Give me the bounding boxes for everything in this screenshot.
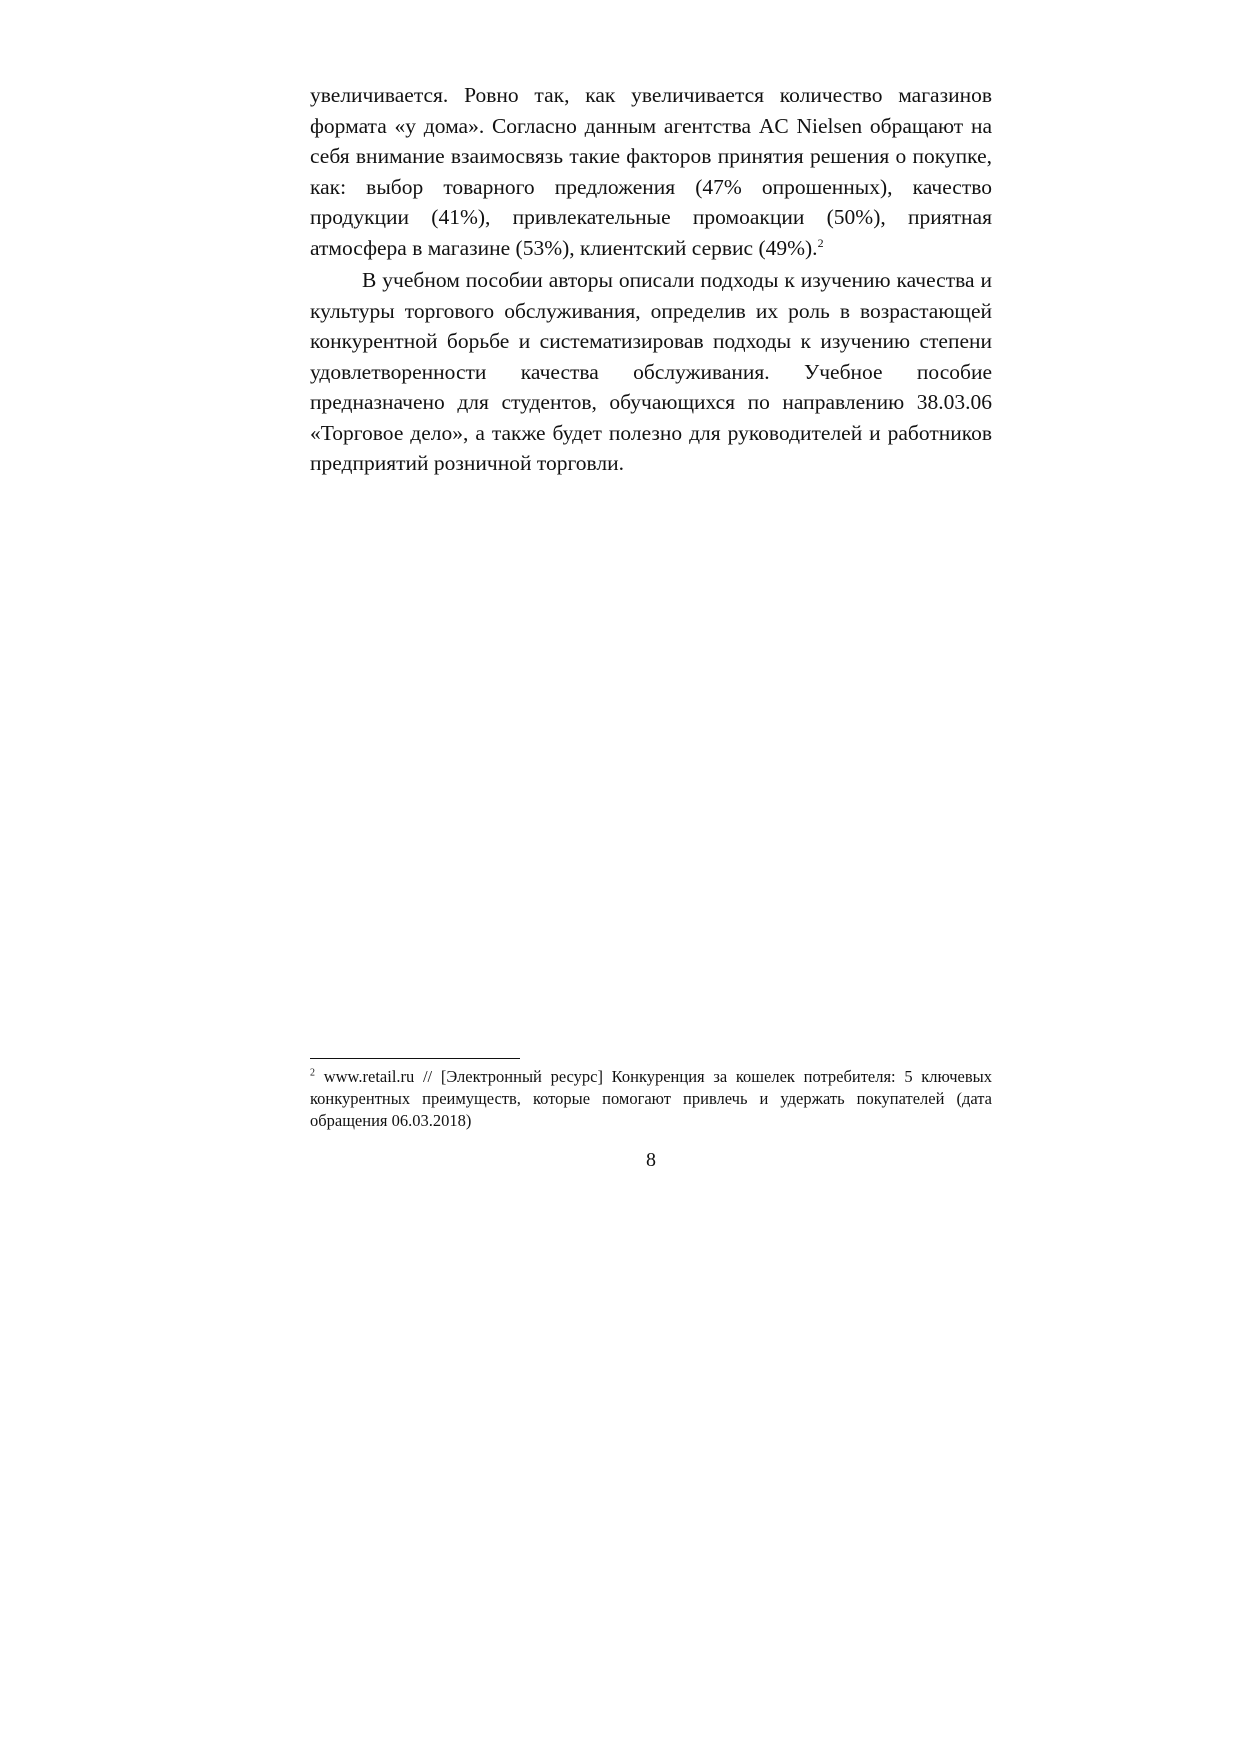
body-paragraph-2: В учебном пособии авторы описали подходы к изучению качества и культуры торгового обслуживания, определив их роль в возрастающей конкурентной борьбе и систематизировав подходы к изучению степени удовлетворенности качества обслуживания. Учебное пособие предназначено для студентов, обучающихся по направлению 38.03.06 «Торговое дело», а также будет полезно для руководителей и работников предприятий розничной торговли. [310,268,992,475]
body-text [310,80,992,479]
footnote-reference: 2 [817,235,824,250]
paragraph-1-text: увеличивается. Ровно так, как увеличивается количество магазинов формата «у дома». Согласно данным агентства AC Nielsen обращают на себя внимание взаимосвязь такие факторов принятия решения о покупке, как: выбор товарного предложения (47% опрошенных), качество продукции (41%), привлекательные промоакции (50%), приятная атмосфера в магазине (53%), клиентский сервис (49%). [310,83,992,260]
footnote-marker: 2 [310,1067,315,1079]
footnote-text: www.retail.ru // [Электронный ресурс] Конкуренция за кошелек потребителя: 5 ключевых конкурентных преимуществ, которые помогают привлечь и удержать покупателей (дата обращения 06.03.2018) [310,1067,992,1130]
footnote [310,1066,992,1132]
footnote-separator [310,1058,520,1059]
body-paragraph-1 [310,80,992,263]
page-number: 8 [646,1149,656,1171]
